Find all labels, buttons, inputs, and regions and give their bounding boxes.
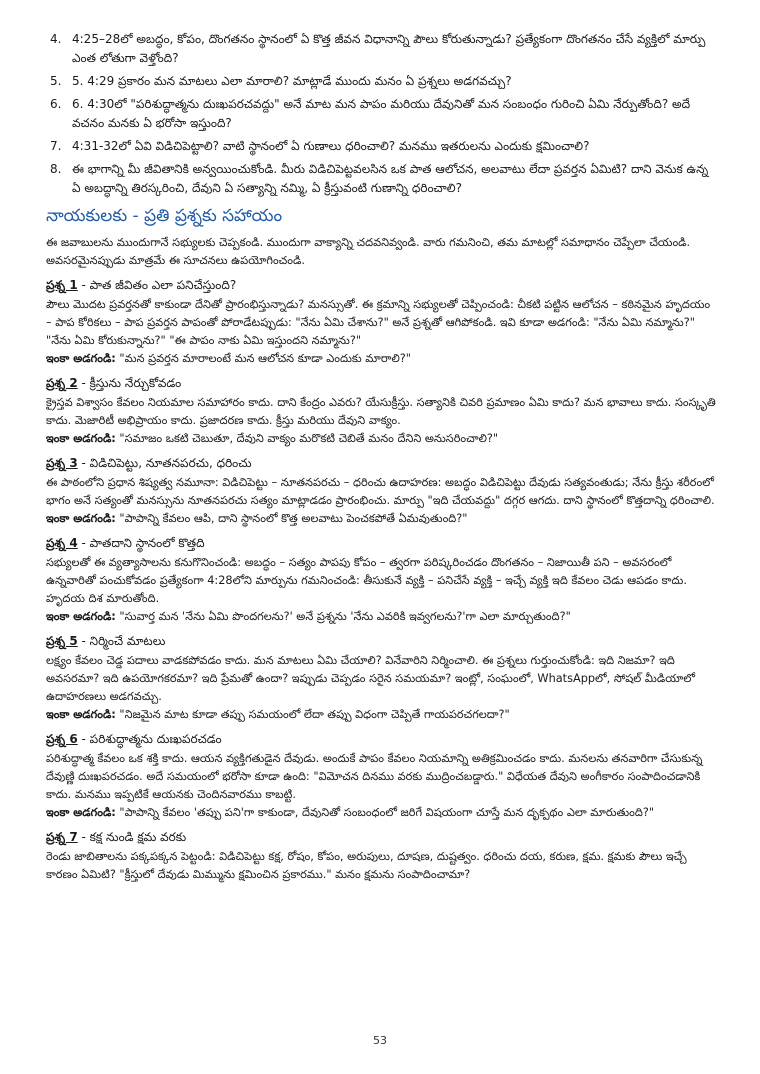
help-heading: ప్రశ్న 7 - కక్ష నుండి క్షమ వరకు — [46, 830, 187, 844]
help-heading: ప్రశ్న 3 - విడిచిపెట్టు, నూతనపరచు, ధరించు — [46, 456, 252, 470]
question-item: 5. 5. 4:29 ప్రకారం మన మాటలు ఎలా మారాలి? మాట్లాడే ముందు మనం ఏ ప్రశ్నలు అడగవచ్చు? — [50, 74, 512, 88]
help-body: పరిశుద్ధాత్మ కేవలం ఒక శక్తి కాదు. ఆయన వ్యక్తిగతుడైన దేవుడు. అందుకే పాపం కేవలం నియమాన్ని అతిక్రమించడం కాదు. మనలను తనవారిగా చేసుకున్న దేవుణ్ణి దుఃఖపరచడం. అదే సమయంలో భరోసా కూడా ఉంది: "విమోచన దినము వరకు ముద్రించబడ్డారు." విధేయత దేవుని అంగీకారం సంపాదించడానికి కాదు. మనము ఇప్పటికే ఆయనకు చెందినవారము కాబట్టి. — [46, 752, 703, 801]
help-body: లక్ష్యం కేవలం చెడ్డ పదాలు వాడకపోవడం కాదు. మన మాటలు ఏమి చేయాలి? వినేవారిని నిర్మించాలి. ఈ ప్రశ్నలు గుర్తుంచుకోండి: ఇది నిజమా? ఇది అవసరమా? ఇది ఉపయోగకరమా? ఇది ప్రేమతో ఉందా? ఇప్పుడు చెప్పడం సరైన సమయమా? ఇంట్లో, సంఘంలో, WhatsAppలో, సోషల్ మీడియాలో ఉదాహరణలు అడగవచ్చు. — [46, 654, 695, 703]
ask-line: ఇంకా అడగండి: "మన ప్రవర్తన మారాలంటే మన ఆలోచన కూడా ఎందుకు మారాలి?" — [46, 352, 411, 365]
help-body: సభ్యులతో ఈ వ్యత్యాసాలను కనుగొనించండి: అబద్ధం – సత్యం పాపపు కోపం – త్వరగా పరిష్కరించడం దొంగతనం – నిజాయితీ పని – అవసరంలో ఉన్నవారితో పంచుకోవడం ప్రత్యేకంగా 4:28లోని మార్పును గమనించండి: తీసుకునే వ్యక్తి – పనిచేసే వ్యక్తి – ఇచ్చే వ్యక్తి ఇది కేవలం చెడు ఆపడం కాదు. హృదయ దిశ మారుతోంది. — [46, 556, 687, 605]
question-item: 8. ఈ భాగాన్ని మీ జీవితానికి అన్వయించుకోండి. మీరు విడిచిపెట్టవలసిన ఒక పాత ఆలోచన, అలవాటు లేదా ప్రవర్తన ఏమిటి? దాని వెనుక ఉన్న ఏ అబద్ధాన్ని తిరస్కరించి, దేవుని ఏ సత్యాన్ని నమ్మి, ఏ క్రీస్తువంటి గుణాన్ని ధరించాలి? — [50, 162, 709, 195]
help-body: ఈ పాఠంలోని ప్రధాన శిష్యత్వ నమూనా: విడిచిపెట్టు – నూతనపరచు – ధరించు ఉదాహరణ: అబద్ధం విడిచిపెట్టు దేవుడు సత్యవంతుడు; నేను క్రీస్తు శరీరంలో భాగం అనే సత్యంతో మనస్సును నూతనపరచు సత్యం మాట్లాడడం ప్రారంభించు. మార్పు "ఇది చేయవద్దు" దగ్గర ఆగదు. దాని స్థానంలో కొత్తదాన్ని ధరించాలి. — [46, 476, 715, 507]
question-item: 4. 4:25–28లో అబద్ధం, కోపం, దొంగతనం స్థానంలో ఏ కొత్త జీవన విధానాన్ని పౌలు కోరుతున్నాడు? ప్రత్యేకంగా దొంగతనం చేసే వ్యక్తిలో మార్పు ఎంత లోతుగా వెళ్తోంది? — [50, 32, 706, 65]
question-item: 6. 6. 4:30లో "పరిశుద్ధాత్మను దుఃఖపరచవద్దు" అనే మాట మన పాపం మరియు దేవునితో మన సంబంధం గురించి ఏమి నేర్పుతోంది? అదే వచనం మనకు ఏ భరోసా ఇస్తుంది? — [50, 97, 691, 130]
ask-line: ఇంకా అడగండి: "పాపాన్ని కేవలం ఆపి, దాని స్థానంలో కొత్త అలవాటు పెంచకపోతే ఏమవుతుంది?" — [46, 512, 468, 525]
question-list — [46, 30, 718, 198]
ask-line: ఇంకా అడగండి: "సువార్త మన 'నేను ఏమి పొందగలను?' అనే ప్రశ్నను 'నేను ఎవరికి ఇవ్వగలను?'గా ఎలా మార్చుతుంది?" — [46, 610, 571, 623]
help-body: రెండు జాబితాలను పక్కపక్కన పెట్టండి: విడిచిపెట్టు కక్ష, రోషం, కోపం, అరుపులు, దూషణ, దుష్టత్వం. ధరించు దయ, కరుణ, క్షమ. క్షమకు పౌలు ఇచ్చే కారణం ఏమిటి? "క్రీస్తులో దేవుడు మిమ్మును క్షమించిన ప్రకారము." మనం క్షమను సంపాదించామా? — [46, 850, 687, 881]
help-heading: ప్రశ్న 5 - నిర్మించే మాటలు — [46, 634, 166, 648]
help-heading: ప్రశ్న 6 - పరిశుద్ధాత్మను దుఃఖపరచడం — [46, 732, 222, 746]
intro-paragraph: ఈ జవాబులను ముందుగానే సభ్యులకు చెప్పకండి. ముందుగా వాక్యాన్ని చదవనివ్వండి. వారు గమనించి, తమ మాటల్లో సమాధానం చెప్పేలా చేయండి. అవసరమైనప్పుడు మాత్రమే ఈ సూచనలు ఉపయోగించండి. — [46, 236, 691, 267]
ask-line: ఇంకా అడగండి: "పాపాన్ని కేవలం 'తప్పు పని'గా కాకుండా, దేవునితో సంబంధంలో జరిగే విషయంగా చూస్తే మన దృక్పథం ఎలా మారుతుంది?" — [46, 806, 655, 819]
page-content — [46, 30, 718, 884]
question-item: 7. 4:31-32లో ఏవి విడిచిపెట్టాలి? వాటి స్థానంలో ఏ గుణాలు ధరించాలి? మనము ఇతరులను ఎందుకు క్షమించాలి? — [50, 139, 590, 153]
page-number: 53 — [373, 1034, 387, 1047]
help-body: పౌలు మొదట ప్రవర్తనతో కాకుండా దేనితో ప్రారంభిస్తున్నాడు? మనస్సుతో. ఈ క్రమాన్ని సభ్యులతో చెప్పించండి: చీకటి పట్టిన ఆలోచన – కఠినమైన హృదయం – పాప కోరికలు – పాప ప్రవర్తన పాపంతో పోరాడేటప్పుడు: "నేను ఏమి చేశాను?" అనే ప్రశ్నతో ఆగిపోకండి. ఇవి కూడా అడగండి: "నేను ఏమి నమ్మాను?" "నేను ఏమి కోరుకున్నాను?" "ఈ పాపం నాకు ఏమి ఇస్తుందని నమ్మాను?" — [46, 298, 711, 347]
help-heading: ప్రశ్న 1 - పాత జీవితం ఎలా పనిచేస్తుంది? — [46, 278, 237, 292]
ask-line: ఇంకా అడగండి: "నిజమైన మాట కూడా తప్పు సమయంలో లేదా తప్పు విధంగా చెప్పితే గాయపరచగలదా?" — [46, 708, 510, 721]
section-heading: నాయకులకు - ప్రతి ప్రశ్నకు సహాయం — [46, 206, 283, 226]
ask-line: ఇంకా అడగండి: "సమాజం ఒకటి చెబుతూ, దేవుని వాక్యం మరొకటి చెబితే మనం దేనిని అనుసరించాలి?" — [46, 432, 499, 445]
help-heading: ప్రశ్న 2 - క్రీస్తును నేర్చుకోవడం — [46, 376, 182, 390]
help-heading: ప్రశ్న 4 - పాతదాని స్థానంలో కొత్తది — [46, 536, 205, 550]
help-body: క్రైస్తవ విశ్వాసం కేవలం నియమాల సమాహారం కాదు. దాని కేంద్రం ఎవరు? యేసుక్రీస్తు. సత్యానికి చివరి ప్రమాణం ఏమి కాదు? మన భావాలు కాదు. సంస్కృతి కాదు. మెజారిటీ అభిప్రాయం కాదు. ప్రజాదరణ కాదు. క్రీస్తు మరియు దేవుని వాక్యం. — [46, 396, 716, 427]
